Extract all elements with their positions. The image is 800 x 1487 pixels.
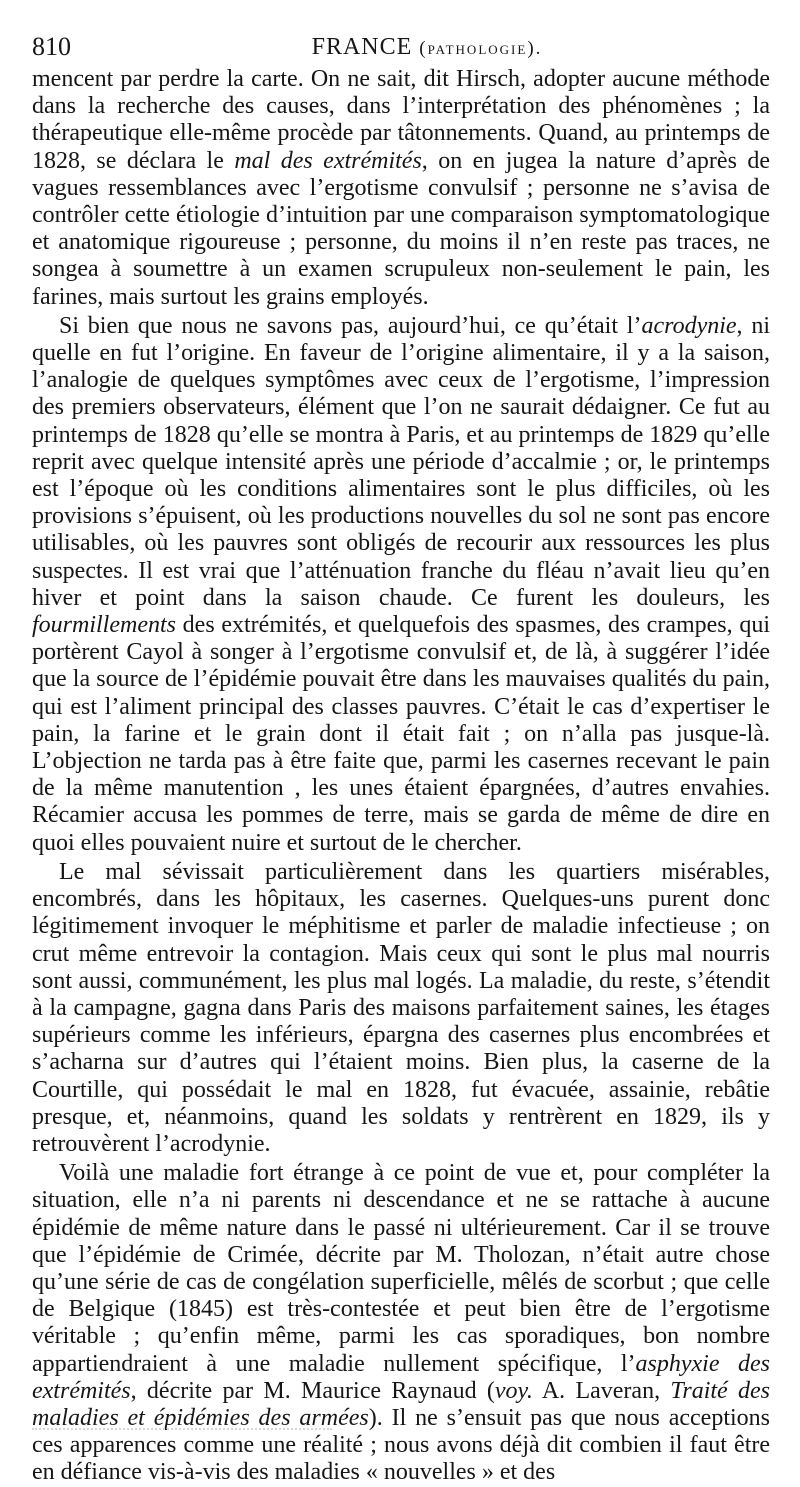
text-run: mencent par perdre la carte. On ne sait, dit Hirsch, adopter aucune méthode dans la recherche des causes, dans l’interprétation des phénomènes ; la thérapeutique elle-même procède par tâtonnements. Quand, au printemps de 1828, se déclara le — [32, 66, 770, 174]
text-run: A. Laveran, — [532, 1377, 671, 1404]
paragraph-2 — [32, 313, 770, 857]
faint-bleed-through — [32, 1428, 332, 1434]
italic-run: mal des extrémités — [234, 147, 422, 174]
italic-run: voy. — [494, 1377, 533, 1404]
text-run: Si bien que nous ne savons pas, aujourd’hui, ce qu’était l’ — [59, 312, 642, 339]
text-run: , on en jugea la nature d’après de vagues ressemblances avec l’ergotisme convulsif ; personne ne s’avisa de contrôler cette étiologie d’intuition par une comparaison symptomatologique et anatomique rigoureuse ; personne, du moins il n’en reste pas traces, ne songea à soumettre à un examen scrupuleux non-seulement le pain, les farines, mais surtout les grains employés. — [32, 147, 770, 310]
body-text — [32, 66, 770, 1487]
paragraph-1 — [32, 66, 770, 311]
italic-run: acrodynie — [641, 312, 737, 339]
italic-run: fourmillements — [32, 612, 176, 639]
text-run: des extrémités, et quelquefois des spasmes, des crampes, qui portèrent Cayol à songer à l’ergotisme convulsif et, de là, à suggérer l’idée que la source de l’épidémie pouvait être dans les mauvaises qualités du pain, qui est l’aliment principal des classes pauvres. C’était le cas d’expertiser le pain, la farine et le grain dont il était fait ; on n’alla pas jusque-là. L’objection ne tarda pas à être faite que, parmi les casernes recevant le pain de la même manutention , les unes étaient épargnées, d’autres envahies. Récamier accusa les pommes de terre, mais se garda de même de dire en quoi elles pouvaient nuire et surtout de le chercher. — [32, 612, 770, 856]
text-run: Le mal sévissait particulièrement dans les quartiers misérables, encombrés, dans les hôpitaux, les casernes. Quelques-uns purent donc légitimement invoquer le méphitisme et parler de maladie infectieuse ; on crut même entrevoir la contagion. Mais ceux qui sont le plus mal nourris sont aussi, communément, les plus mal logés. La maladie, du reste, s’étendit à la campagne, gagna dans Paris des maisons parfaitement saines, les étages supérieurs comme les inférieurs, épargna des casernes plus encombrées et s’acharna sur d’autres qui l’étaient moins. Bien plus, la caserne de la Courtille, qui possédait le mal en 1828, fut évacuée, assainie, rebâtie presque, et, néanmoins, quand les soldats y rentrèrent en 1829, ils y retrouvèrent l’acrodynie. — [32, 858, 770, 1157]
page-header — [32, 30, 770, 64]
text-run: ). Il ne s’ensuit pas que nous acceptions ces apparences comme une réalité ; nous avons déjà dit combien il faut être en défiance vis-à-vis des maladies « nouvelles » et des — [32, 1404, 770, 1486]
text-run: , décrite par M. Maurice Raynaud ( — [130, 1377, 495, 1404]
italic-run: asphyxie des extrémités — [32, 1350, 770, 1404]
running-head — [272, 30, 582, 66]
paragraph-3 — [32, 859, 770, 1158]
running-head-subtitle: (pathologie). — [419, 38, 543, 59]
italic-run: Traité des maladies et épidémies des armées — [32, 1377, 770, 1431]
text-run: Voilà une maladie fort étrange à ce point de vue et, pour compléter la situation, elle n’a ni parents ni descendance et ne se rattache à aucune épidémie de même nature dans le passé ni ultérieurement. Car il se trouve que l’épidémie de Crimée, décrite par M. Tholozan, n’était autre chose qu’une série de cas de congélation superficielle, mêlés de scorbut ; que celle de Belgique (1845) est très-contestée et peut bien être de l’ergotisme véritable ; qu’enfin même, parmi les cas sporadiques, bon nombre appartiendraient à une maladie nullement spécifique, l’ — [32, 1160, 770, 1377]
text-run: , ni quelle en fut l’origine. En faveur de l’origine alimentaire, il y a la saison, l’analogie de quelques symptômes avec ceux de l’ergotisme, l’impression des premiers observateurs, élément que l’on ne saurait dédaigner. Ce fut au printemps de 1828 qu’elle se montra à Paris, et au printemps de 1829 qu’elle reprit avec quelque intensité après une période d’accalmie ; or, le printemps est l’époque où les conditions alimentaires sont le plus difficiles, où les provisions s’épuisent, où les productions nouvelles du sol ne sont pas encore utilisables, où les pauvres sont obligés de recourir aux ressources les plus suspectes. Il est vrai que l’atténuation franche du fléau n’avait lieu qu’en hiver et point dans la saison chaude. Ce furent les douleurs, les — [32, 312, 771, 611]
page-number: 810 — [32, 32, 71, 61]
running-head-title: FRANCE — [311, 34, 413, 60]
paragraph-4 — [32, 1160, 770, 1486]
